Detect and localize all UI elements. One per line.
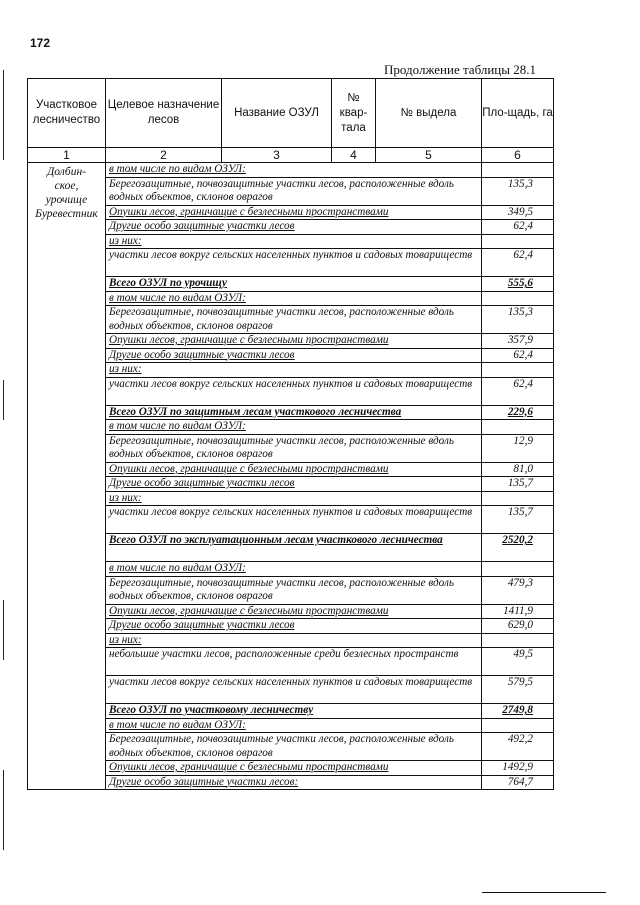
row-area-value xyxy=(482,377,554,405)
row-area-value-text: 764,7 xyxy=(507,775,533,788)
row-area-value xyxy=(482,363,554,378)
row-description-text: Берегозащитные, почвозащитные участки лесов, расположенные вдоль водных объектов, склонов оврагов xyxy=(109,576,454,602)
row-description xyxy=(106,604,482,619)
row-area-value xyxy=(482,491,554,506)
row-description-text: Берегозащитные, почвозащитные участки лесов, расположенные вдоль водных объектов, склонов оврагов xyxy=(109,733,454,759)
table-row xyxy=(28,234,554,249)
row-area-value-text: 349,5 xyxy=(507,205,533,218)
row-area-value xyxy=(482,462,554,477)
table-row xyxy=(28,506,554,534)
row-description-text: участки лесов вокруг сельских населенных пунктов и садовых товариществ xyxy=(109,506,473,518)
table-row xyxy=(28,648,554,676)
forestry-name-line: Буревестник xyxy=(35,208,98,220)
table-row xyxy=(28,477,554,492)
row-area-value-text: 12,9 xyxy=(513,434,533,447)
table-row xyxy=(28,761,554,776)
row-area-value xyxy=(482,249,554,277)
row-description-text: Берегозащитные, почвозащитные участки лесов, расположенные вдоль водных объектов, склонов оврагов xyxy=(109,434,454,460)
row-area-value xyxy=(482,234,554,249)
forestry-name-line: Долбин- xyxy=(46,166,86,178)
row-description-text: в том числе по видам ОЗУЛ: xyxy=(109,562,246,574)
row-area-value-text: 81,0 xyxy=(513,462,533,475)
row-description xyxy=(106,220,482,235)
header-cell: Целевое назначение лесов xyxy=(106,79,222,148)
row-description-text: Всего ОЗУЛ по эксплуатационным лесам участкового лесничества xyxy=(109,534,443,546)
table-body xyxy=(28,163,554,790)
row-area-value xyxy=(482,704,554,719)
table-row xyxy=(28,205,554,220)
row-area-value xyxy=(482,562,554,577)
row-description xyxy=(106,334,482,349)
row-description xyxy=(106,761,482,776)
row-description-text: Другие особо защитные участки лесов xyxy=(109,220,295,232)
row-description-text: Опушки лесов, граничащие с безлесными пространствами xyxy=(109,334,389,346)
row-description xyxy=(106,363,482,378)
row-description xyxy=(106,306,482,334)
row-area-value-text: 62,4 xyxy=(513,220,533,232)
table-row xyxy=(28,163,554,178)
column-number: 1 xyxy=(28,148,106,163)
row-area-value-text: 229,6 xyxy=(507,405,533,418)
table-row xyxy=(28,775,554,790)
scan-mark xyxy=(3,380,4,420)
header-cell: № выдела xyxy=(376,79,482,148)
row-description xyxy=(106,576,482,604)
row-description xyxy=(106,249,482,277)
forestry-name-line: ское, xyxy=(54,180,79,192)
row-area-value-text: 629,0 xyxy=(507,619,533,631)
forestry-name-cell xyxy=(28,163,106,790)
table-total-row xyxy=(28,405,554,420)
row-description-text: в том числе по видам ОЗУЛ: xyxy=(109,163,246,175)
column-number: 6 xyxy=(482,148,554,163)
row-area-value xyxy=(482,648,554,676)
table-row xyxy=(28,733,554,761)
row-area-value xyxy=(482,633,554,648)
row-description xyxy=(106,234,482,249)
table-row xyxy=(28,619,554,634)
row-description-text: Опушки лесов, граничащие с безлесными пространствами xyxy=(109,604,389,617)
header-row xyxy=(28,79,554,148)
column-number-row xyxy=(28,148,554,163)
table-total-row xyxy=(28,534,554,562)
table-row xyxy=(28,177,554,205)
table-row xyxy=(28,334,554,349)
row-area-value-text: 62,4 xyxy=(513,348,533,361)
row-area-value-text: 492,2 xyxy=(507,733,533,745)
row-area-value-text: 555,6 xyxy=(507,277,533,289)
row-area-value-text: 135,7 xyxy=(507,477,533,489)
header-cell: № квар-тала xyxy=(332,79,376,148)
header-cell: Пло-щадь, га xyxy=(482,79,554,148)
row-description xyxy=(106,163,482,178)
column-number: 2 xyxy=(106,148,222,163)
row-area-value xyxy=(482,405,554,420)
row-description xyxy=(106,619,482,634)
row-description xyxy=(106,177,482,205)
row-description xyxy=(106,377,482,405)
row-description-text: Берегозащитные, почвозащитные участки лесов, расположенные вдоль водных объектов, склонов оврагов xyxy=(109,177,454,203)
row-area-value-text: 479,3 xyxy=(507,576,533,589)
table-caption: Продолжение таблицы 28.1 xyxy=(384,62,536,77)
row-area-value xyxy=(482,619,554,634)
row-description xyxy=(106,348,482,363)
row-description xyxy=(106,534,482,562)
table-row xyxy=(28,434,554,462)
row-description-text: из них: xyxy=(109,363,142,375)
row-description-text: в том числе по видам ОЗУЛ: xyxy=(109,420,246,432)
row-area-value xyxy=(482,163,554,178)
table-row xyxy=(28,604,554,619)
row-description xyxy=(106,291,482,306)
row-description-text: небольшие участки лесов, расположенные среди безлесных пространств xyxy=(109,648,459,660)
row-description xyxy=(106,718,482,733)
row-area-value xyxy=(482,506,554,534)
row-description-text: участки лесов вокруг сельских населенных пунктов и садовых товариществ xyxy=(109,377,473,390)
row-description-text: Берегозащитные, почвозащитные участки лесов, расположенные вдоль водных объектов, склонов оврагов xyxy=(109,306,454,332)
row-description xyxy=(106,506,482,534)
row-description xyxy=(106,648,482,676)
row-description xyxy=(106,462,482,477)
row-area-value-text: 357,9 xyxy=(507,334,533,346)
row-area-value xyxy=(482,420,554,435)
row-description xyxy=(106,775,482,790)
row-description-text: из них: xyxy=(109,633,142,646)
row-area-value xyxy=(482,676,554,704)
page-number: 172 xyxy=(30,36,51,50)
row-description xyxy=(106,405,482,420)
row-area-value-text: 2520,2 xyxy=(502,534,533,546)
row-area-value-text: 1492,9 xyxy=(502,761,533,773)
table-row xyxy=(28,562,554,577)
row-description-text: Всего ОЗУЛ по защитным лесам участкового лесничества xyxy=(109,405,402,418)
row-description-text: из них: xyxy=(109,491,142,504)
row-description xyxy=(106,277,482,292)
row-area-value xyxy=(482,291,554,306)
row-description xyxy=(106,733,482,761)
table-row xyxy=(28,348,554,363)
row-area-value xyxy=(482,334,554,349)
row-area-value xyxy=(482,277,554,292)
row-area-value-text: 135,7 xyxy=(507,506,533,518)
row-area-value xyxy=(482,534,554,562)
row-area-value xyxy=(482,177,554,205)
table-total-row xyxy=(28,704,554,719)
table-row xyxy=(28,676,554,704)
row-description xyxy=(106,434,482,462)
table-total-row xyxy=(28,277,554,292)
row-area-value xyxy=(482,761,554,776)
row-area-value xyxy=(482,477,554,492)
row-description xyxy=(106,562,482,577)
scan-mark xyxy=(3,770,4,850)
row-description-text: участки лесов вокруг сельских населенных пунктов и садовых товариществ xyxy=(109,249,473,261)
row-area-value-text: 1411,9 xyxy=(503,604,533,617)
table-row xyxy=(28,377,554,405)
row-area-value-text: 62,4 xyxy=(513,249,533,261)
table-row xyxy=(28,420,554,435)
row-area-value xyxy=(482,733,554,761)
row-description-text: участки лесов вокруг сельских населенных пунктов и садовых товариществ xyxy=(109,676,473,688)
header-cell: Участковое лесничество xyxy=(28,79,106,148)
row-description-text: Всего ОЗУЛ по урочищу xyxy=(109,277,227,289)
row-area-value-text: 135,3 xyxy=(507,177,533,190)
row-area-value-text: 62,4 xyxy=(513,377,533,390)
row-area-value xyxy=(482,220,554,235)
row-area-value-text: 2749,8 xyxy=(502,704,533,716)
row-area-value xyxy=(482,576,554,604)
row-description xyxy=(106,205,482,220)
table-row xyxy=(28,220,554,235)
row-area-value xyxy=(482,718,554,733)
table-row xyxy=(28,249,554,277)
row-description-text: Опушки лесов, граничащие с безлесными пространствами xyxy=(109,462,389,475)
row-area-value xyxy=(482,775,554,790)
row-description-text: Другие особо защитные участки лесов xyxy=(109,348,295,361)
row-description xyxy=(106,704,482,719)
row-description xyxy=(106,491,482,506)
row-description-text: Другие особо защитные участки лесов xyxy=(109,477,295,489)
table-row xyxy=(28,576,554,604)
row-description-text: Другие особо защитные участки лесов xyxy=(109,619,295,631)
table-row xyxy=(28,633,554,648)
row-area-value-text: 579,5 xyxy=(507,676,533,688)
row-area-value xyxy=(482,306,554,334)
ozul-table xyxy=(27,78,554,790)
column-number: 5 xyxy=(376,148,482,163)
header-cell: Название ОЗУЛ xyxy=(222,79,332,148)
row-description-text: в том числе по видам ОЗУЛ: xyxy=(109,718,246,731)
forestry-name-line: урочище xyxy=(45,194,88,206)
row-area-value xyxy=(482,348,554,363)
table-row xyxy=(28,718,554,733)
row-area-value xyxy=(482,604,554,619)
row-area-value-text: 49,5 xyxy=(513,648,533,660)
table-row xyxy=(28,462,554,477)
table-row xyxy=(28,491,554,506)
column-number: 3 xyxy=(222,148,332,163)
scan-mark xyxy=(3,70,4,160)
row-description xyxy=(106,477,482,492)
scan-mark xyxy=(3,600,4,660)
row-description-text: из них: xyxy=(109,234,142,247)
table-row xyxy=(28,291,554,306)
row-description-text: Всего ОЗУЛ по участковому лесничеству xyxy=(109,704,314,716)
row-description xyxy=(106,633,482,648)
column-number: 4 xyxy=(332,148,376,163)
row-area-value-text: 135,3 xyxy=(507,306,533,318)
row-area-value xyxy=(482,205,554,220)
table-row xyxy=(28,306,554,334)
row-description-text: Опушки лесов, граничащие с безлесными пространствами xyxy=(109,761,389,773)
row-description xyxy=(106,420,482,435)
row-description-text: Другие особо защитные участки лесов: xyxy=(109,775,299,788)
row-description-text: в том числе по видам ОЗУЛ: xyxy=(109,291,246,304)
row-area-value xyxy=(482,434,554,462)
table-row xyxy=(28,363,554,378)
row-description xyxy=(106,676,482,704)
footnote-rule xyxy=(482,892,606,893)
row-description-text: Опушки лесов, граничащие с безлесными пространствами xyxy=(109,205,389,218)
